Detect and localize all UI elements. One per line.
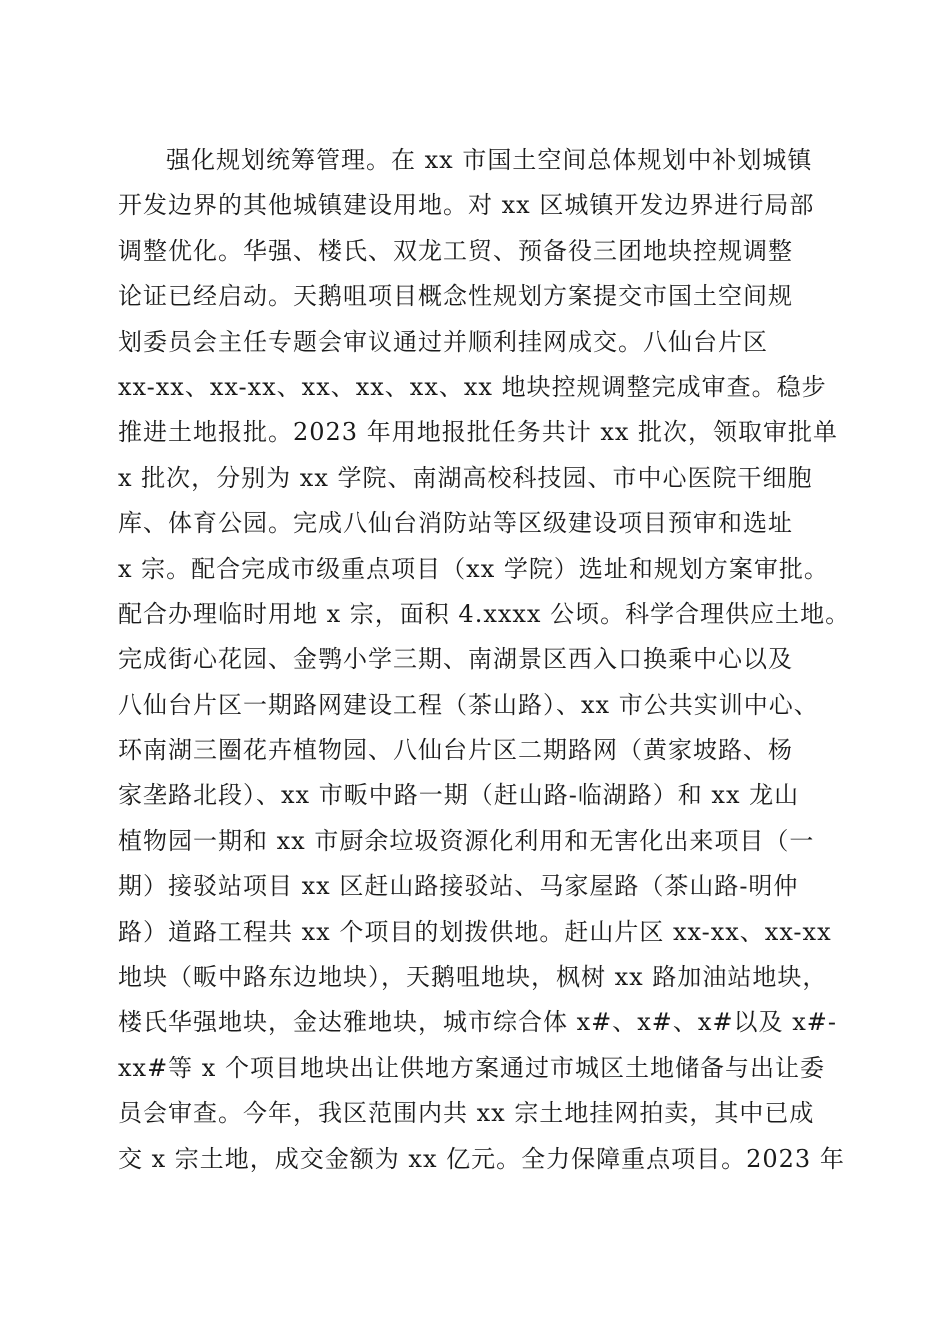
- paragraph-line: 交 x 宗土地，成交金额为 xx 亿元。全力保障重点项目。2023 年: [118, 1144, 845, 1173]
- paragraph-line: 调整优化。华强、楼氏、双龙工贸、预备役三团地块控规调整: [118, 236, 793, 265]
- paragraph-line: 完成街心花园、金鹗小学三期、南湖景区西入口换乘中心以及: [118, 645, 793, 674]
- paragraph-line: xx-xx、xx-xx、xx、xx、xx、xx 地块控规调整完成审查。稳步: [118, 372, 827, 401]
- paragraph-line: 植物园一期和 xx 市厨余垃圾资源化利用和无害化出来项目（一: [118, 826, 815, 855]
- paragraph-line: 路）道路工程共 xx 个项目的划拨供地。赶山片区 xx-xx、xx-xx: [118, 917, 832, 946]
- paragraph-line: x 宗。配合完成市级重点项目（xx 学院）选址和规划方案审批。: [118, 554, 829, 583]
- paragraph-line: 期）接驳站项目 xx 区赶山路接驳站、马家屋路（茶山路-明仲: [118, 872, 799, 901]
- body-paragraph: [118, 138, 851, 1182]
- paragraph-line: 开发边界的其他城镇建设用地。对 xx 区城镇开发边界进行局部: [118, 191, 815, 220]
- paragraph-line: 家垄路北段）、xx 市畈中路一期（赶山路-临湖路）和 xx 龙山: [118, 781, 800, 810]
- paragraph-line: 库、体育公园。完成八仙台消防站等区级建设项目预审和选址: [118, 509, 793, 538]
- paragraph-line: 推进土地报批。2023 年用地报批任务共计 xx 批次，领取审批单: [118, 418, 839, 447]
- paragraph-line: xx#等 x 个项目地块出让供地方案通过市城区土地储备与出让委: [118, 1053, 825, 1082]
- paragraph-line: 配合办理临时用地 x 宗，面积 4.xxxx 公顷。科学合理供应土地。: [118, 599, 851, 628]
- paragraph-line: 员会审查。今年，我区范围内共 xx 宗土地挂网拍卖，其中已成: [118, 1099, 815, 1128]
- paragraph-line: 地块（畈中路东边地块），天鹅咀地块，枫树 xx 路加油站地块，: [118, 963, 828, 992]
- paragraph-line: 八仙台片区一期路网建设工程（茶山路）、xx 市公共实训中心、: [118, 690, 819, 719]
- paragraph-line: 论证已经启动。天鹅咀项目概念性规划方案提交市国土空间规: [118, 282, 793, 311]
- paragraph-line: 强化规划统筹管理。在 xx 市国土空间总体规划中补划城镇: [166, 146, 813, 174]
- paragraph-line: 楼氏华强地块，金达雅地块，城市综合体 x#、x#、x#以及 x#-: [118, 1008, 837, 1037]
- paragraph-line: 划委员会主任专题会审议通过并顺利挂网成交。八仙台片区: [118, 327, 768, 356]
- paragraph-line: 环南湖三圈花卉植物园、八仙台片区二期路网（黄家坡路、杨: [118, 736, 793, 765]
- paragraph-line: x 批次，分别为 xx 学院、南湖高校科技园、市中心医院干细胞: [118, 463, 813, 492]
